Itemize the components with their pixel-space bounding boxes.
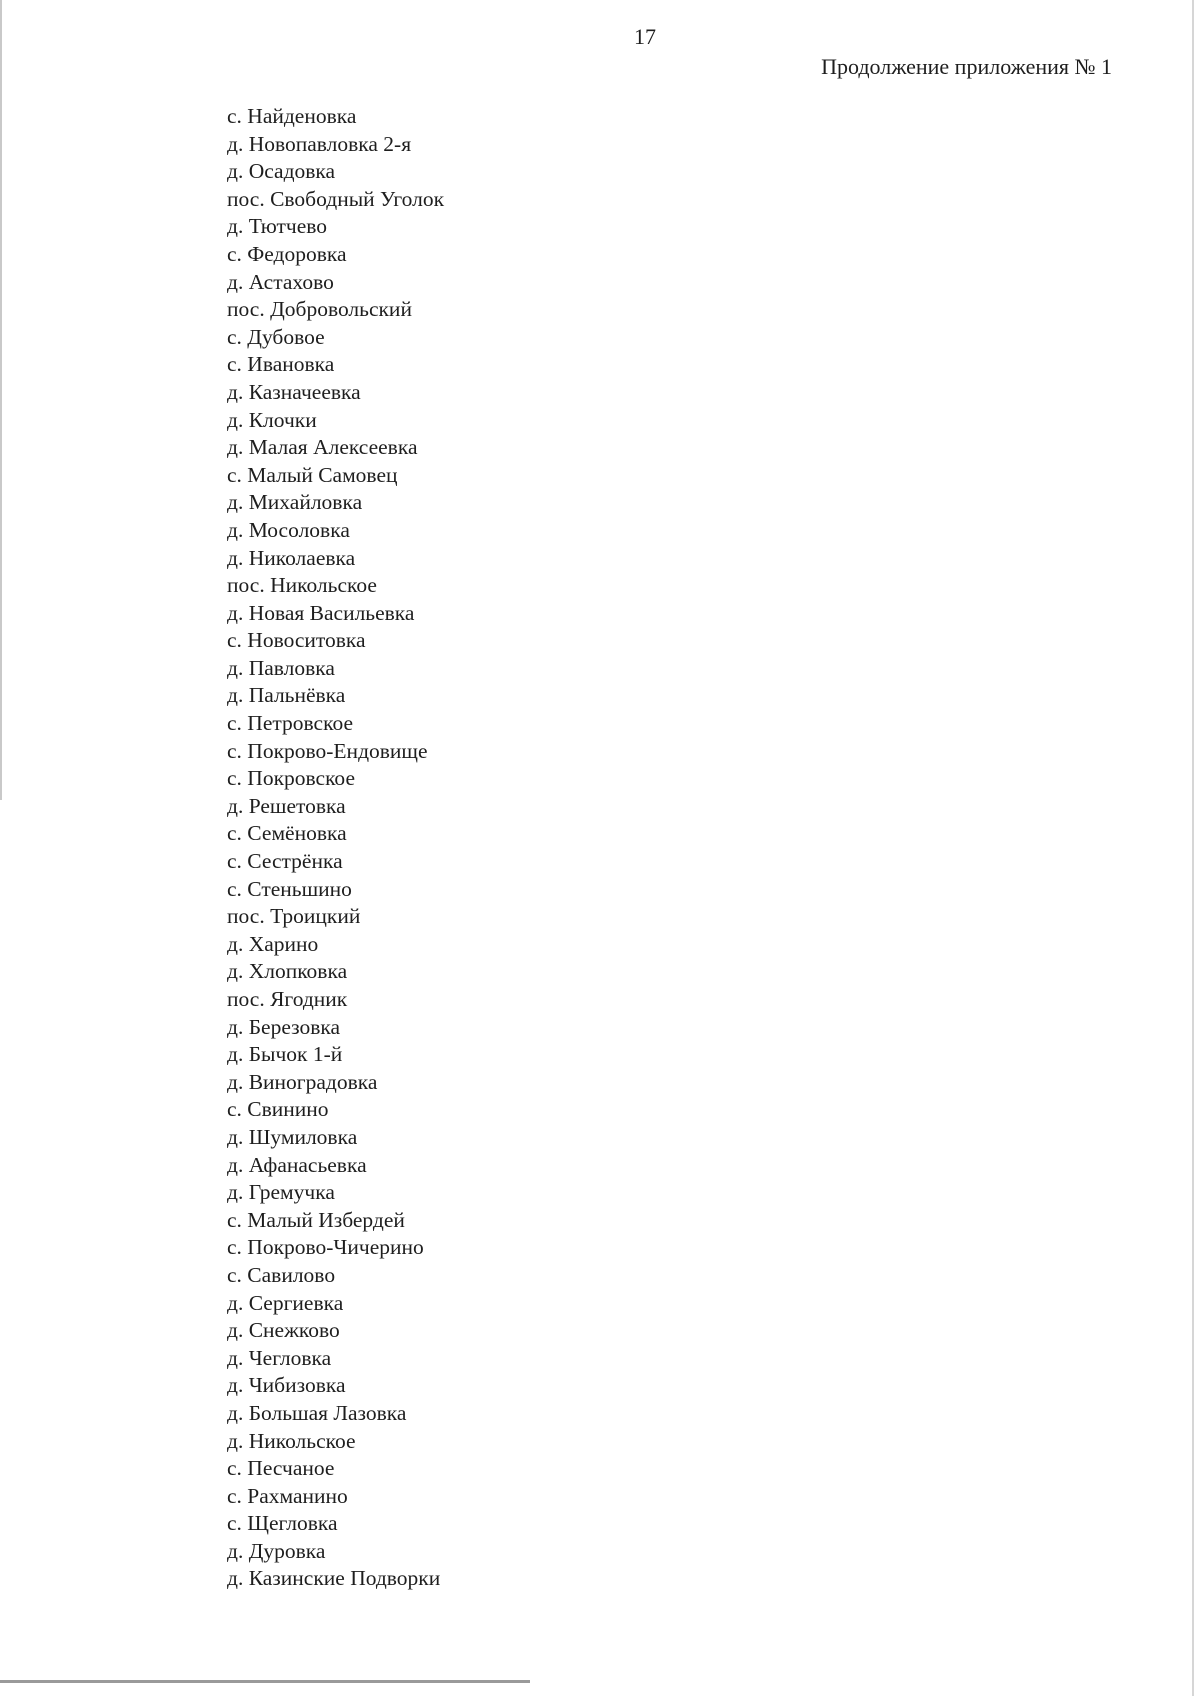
scan-right-edge [1192,0,1194,1696]
settlement-item: д. Клочки [227,407,317,432]
settlement-item: д. Новопавловка 2-я [227,131,412,156]
settlement-item: д. Мосоловка [227,517,350,542]
settlement-item: д. Казначеевка [227,379,361,404]
settlement-item: д. Снежково [227,1318,340,1343]
settlement-item: с. Новоситовка [227,628,366,653]
appendix-continuation-header: Продолжение приложения № 1 [821,54,1112,79]
settlement-item: д. Сергиевка [227,1290,344,1315]
settlement-item: с. Дубовое [227,324,325,349]
settlement-item: с. Покровское [227,766,355,791]
settlement-item: д. Харино [227,931,319,956]
settlement-item: д. Никольское [227,1428,356,1453]
settlement-item: д. Астахово [227,269,334,294]
settlement-item: д. Шумиловка [227,1124,358,1149]
settlement-item: с. Песчаное [227,1456,335,1481]
settlement-item: д. Решетовка [227,793,346,818]
settlement-item: д. Павловка [227,655,335,680]
settlement-item: с. Свинино [227,1097,329,1122]
settlement-item: д. Осадовка [227,159,336,184]
settlement-item: д. Михайловка [227,490,363,515]
settlement-item: д. Казинские Подворки [227,1566,441,1591]
settlement-item: с. Найденовка [227,104,357,128]
settlement-item: д. Дуровка [227,1538,326,1563]
scan-left-edge [0,0,2,800]
settlement-item: с. Малый Избердей [227,1207,405,1232]
settlement-item: д. Новая Васильевка [227,600,415,625]
settlement-item: пос. Добровольский [227,297,412,322]
settlement-item: д. Пальнёвка [227,683,346,708]
page-number: 17 [634,24,656,49]
bottom-rule [0,1680,530,1683]
settlement-item: д. Гремучка [227,1180,335,1205]
settlement-item: д. Чибизовка [227,1373,346,1398]
settlement-item: д. Чегловка [227,1345,332,1370]
settlement-item: пос. Троицкий [227,904,361,929]
settlement-item: д. Бычок 1-й [227,1042,343,1067]
settlement-item: с. Сестрёнка [227,849,343,874]
settlement-item: д. Тютчево [227,214,328,239]
settlement-item: пос. Свободный Уголок [227,186,445,211]
settlement-item: д. Николаевка [227,545,356,570]
settlement-item: с. Петровское [227,711,353,736]
settlement-item: с. Покрово-Ендовище [227,738,428,763]
settlement-item: с. Семёновка [227,821,347,846]
settlement-item: с. Федоровка [227,241,347,266]
settlement-item: д. Большая Лазовка [227,1400,407,1425]
settlement-item: с. Рахманино [227,1483,348,1508]
settlement-item: с. Щегловка [227,1511,338,1536]
settlement-item: д. Малая Алексеевка [227,435,418,460]
settlement-item: пос. Никольское [227,573,377,598]
settlement-item: д. Хлопковка [227,959,348,984]
settlement-item: с. Покрово-Чичерино [227,1235,424,1260]
settlement-item: пос. Ягодник [227,987,348,1011]
settlement-item: д. Березовка [227,1014,341,1039]
settlement-item: с. Ивановка [227,352,335,377]
settlement-item: д. Виноградовка [227,1069,378,1094]
settlement-item: д. Афанасьевка [227,1152,367,1177]
settlement-list [227,103,444,1593]
settlement-item: с. Стеньшино [227,876,352,901]
settlement-item: с. Малый Самовец [227,462,398,487]
settlement-item: с. Савилово [227,1262,336,1287]
